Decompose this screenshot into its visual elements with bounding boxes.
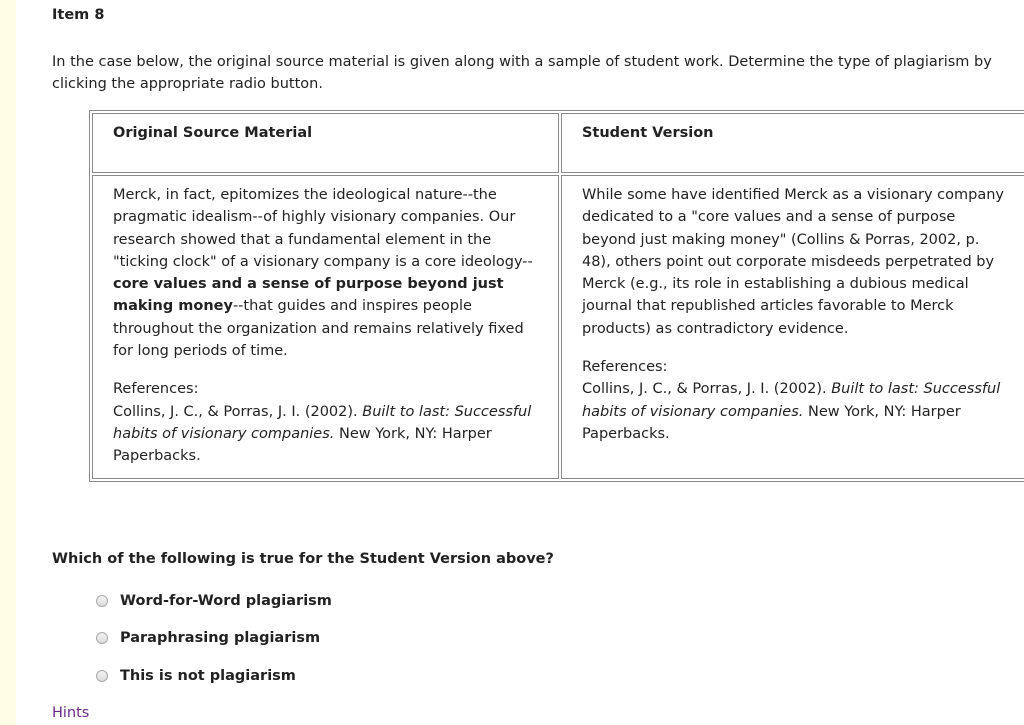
original-references [113,378,538,467]
header-original-source: Original Source Material [92,113,559,173]
item-panel [16,0,1024,725]
radio-button-not-plagiarism[interactable] [96,670,108,682]
radio-button-word-for-word[interactable] [96,595,108,607]
original-text-before: Merck, in fact, epitomizes the ideological nature--the pragmatic idealism--of highly visionary companies. Our research showed that a fundamental element in the "ticking clock" of a visionary company is a core ideology-- [113,187,533,270]
original-text-after: --that guides and inspires people throughout the organization and remains relatively fixed for long periods of time. [113,298,524,360]
left-margin-strip [0,0,16,725]
option-label-not-plagiarism[interactable]: This is not plagiarism [120,668,296,684]
option-word-for-word[interactable] [96,590,332,612]
student-version-text: While some have identified Merck as a visionary company dedicated to a "core values and a sense of purpose beyond just making money" (Collins & Porras, 2002, p. 48), others point out corporate misdeeds perpetrated by Merck (e.g., its role in establishing a dubious medical journal that republished articles favorable to Merck products) as contradictory evidence. [581,187,1004,337]
student-ref-title: Built to last: Successful habits of visionary companies. [581,381,1001,420]
option-paraphrasing[interactable] [96,627,320,649]
original-ref-title: Built to last: Successful habits of visionary companies. [113,403,532,442]
option-label-word-for-word[interactable]: Word-for-Word plagiarism [120,593,332,609]
option-label-paraphrasing[interactable]: Paraphrasing plagiarism [120,630,321,646]
student-references-label: References: [581,359,668,376]
original-text-bold: core values and a sense of purpose beyond just making money [113,276,504,315]
radio-button-paraphrasing[interactable] [96,632,108,644]
hints-link[interactable]: Hints [52,705,90,721]
original-reference-entry [113,401,538,468]
original-references-label: References: [113,381,199,398]
original-source-text [113,184,538,362]
original-ref-authors: Collins, J. C., & Porras, J. I. (2002). [113,403,363,420]
table-body-row [92,175,1024,479]
header-student-version: Student Version [561,113,1024,173]
student-ref-authors: Collins, J. C., & Porras, J. I. (2002). [581,381,832,398]
question-text: Which of the following is true for the Student Version above? [52,551,554,567]
student-reference-entry [582,378,1011,445]
student-references [582,356,1011,445]
student-ref-publisher: New York, NY: Harper Paperbacks. [581,403,961,442]
item-title: Item 8 [52,7,105,23]
original-source-cell [92,175,559,479]
original-ref-publisher: New York, NY: Harper Paperbacks. [113,425,492,465]
comparison-table [89,110,1024,482]
instructions-text: In the case below, the original source material is given along with a sample of student work. Determine the type of plagiarism by clicking the appropriate radio button. [52,54,992,92]
student-version-cell [561,175,1024,479]
table-header-row [92,113,1024,173]
option-not-plagiarism[interactable] [96,665,296,687]
